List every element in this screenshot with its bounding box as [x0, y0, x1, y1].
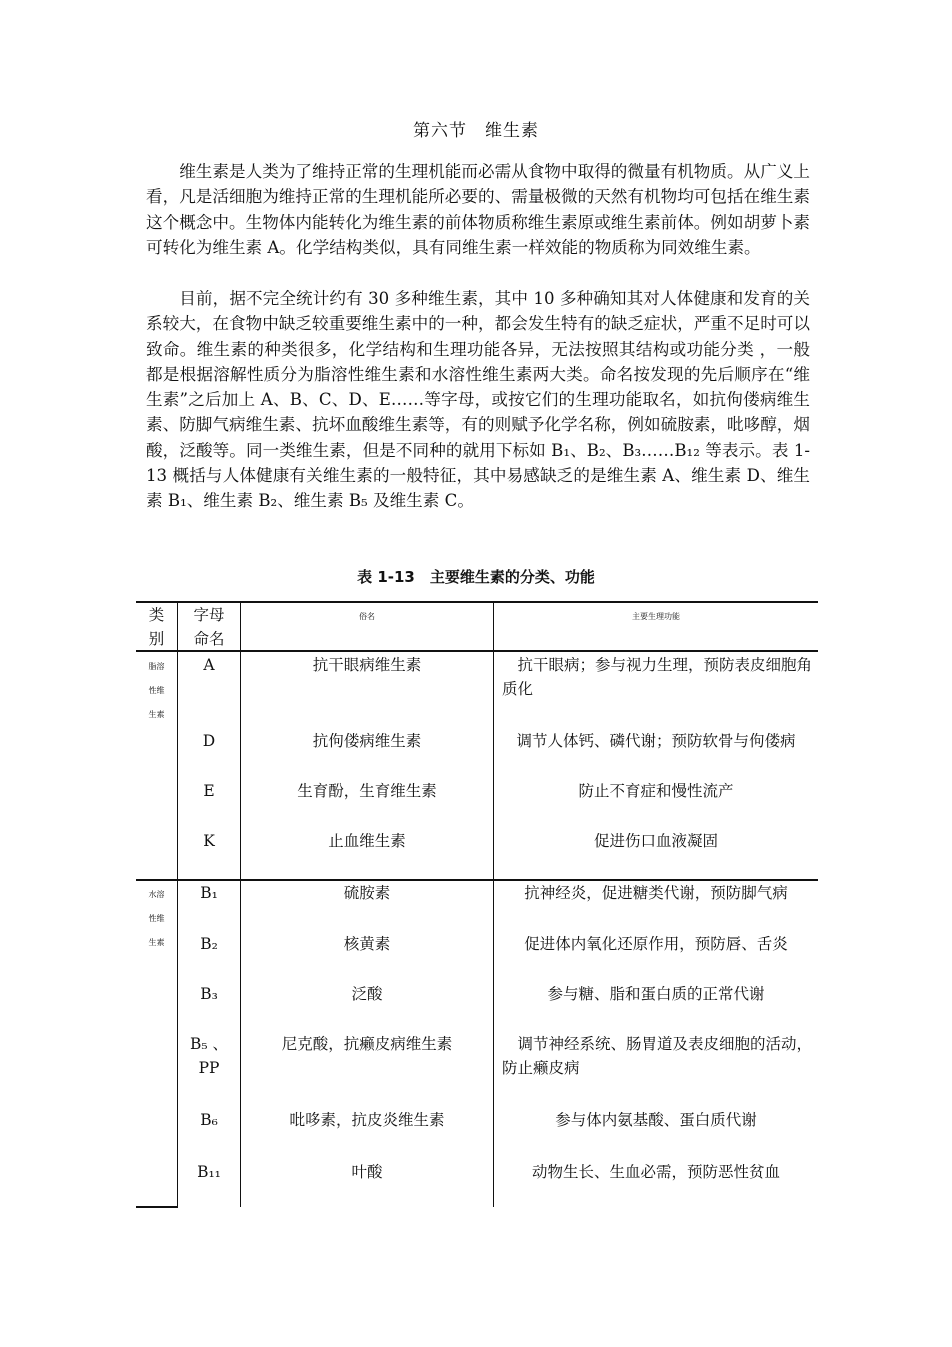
header-category — [136, 603, 177, 651]
table-row-name: 吡哆素，抗皮炎维生素 — [289, 1111, 445, 1129]
paragraph-classification-text: 目前，据不完全统计约有 30 多种维生素，其中 10 多种确知其对人体健康和发育的关系较大，在食物中缺乏较重要维生素中的一种，都会发生特有的缺乏症状，严重不足时可以致命。维生素的种类很多，化学结构和生理功能各异，无法按照其结构或功能分类 ，一般都是根据溶解性质分为脂溶性维生素和水溶性维生素两大类。命名按发现的先后顺序在“维生素”之后加上 A、B、C、D、E……等字母，或按它们的生理功能取名，如抗佝偻病维生素、防脚气病维生素、抗坏血酸维生素等，有的则赋予化学名称，例如硫胺素，吡哆醇，烟酸，泛酸等。同一类维生素，但是不同种的就用下标如 B₁、B₂、B₃……B₁₂ 等表示。表 1-13 概括与人体健康有关维生素的一般特征，其中易感缺乏的是维生素 A、维生素 D、维生素 B₁、维生素 B₂、维生素 B₅ 及维生素 C。 — [146, 289, 810, 511]
table-row-name: 抗干眼病维生素 — [312, 656, 422, 674]
table-row-function: 防止不育症和慢性流产 — [578, 782, 734, 800]
category-fat-soluble-line2: 性维 — [148, 686, 165, 695]
table-row-letter: B₁₁ — [197, 1163, 221, 1181]
table-row-function: 抗神经炎，促进糖类代谢，预防脚气病 — [524, 884, 788, 902]
table-row-name: 核黄素 — [343, 935, 391, 953]
table-row-function — [502, 653, 812, 701]
paragraph-intro — [146, 159, 810, 260]
table-row-letter-line1: B₅ 、 — [189, 1035, 229, 1053]
table-row-letter: B₃ — [200, 985, 218, 1003]
table-row-letter: B₆ — [200, 1111, 218, 1129]
header-common-name: 俗名 — [359, 612, 375, 621]
category-fat-soluble-line1: 脂溶 — [148, 662, 165, 671]
table-row-function — [502, 1032, 812, 1080]
table-row-function-text: 调节神经系统、肠胃道及表皮细胞的活动，防止癞皮病 — [502, 1035, 813, 1077]
header-letter — [178, 603, 240, 651]
table-row-function: 促进伤口血液凝固 — [593, 832, 718, 850]
category-water-soluble-line3: 生素 — [148, 938, 165, 947]
table-row-name: 抗佝偻病维生素 — [312, 732, 422, 750]
table-row-function-text: 抗干眼病；参与视力生理，预防表皮细胞角质化 — [502, 656, 813, 698]
table-row-name: 生育酚，生育维生素 — [297, 782, 437, 800]
category-fat-soluble — [136, 655, 177, 727]
table-row-function: 促进体内氧化还原作用，预防唇、舌炎 — [524, 935, 788, 953]
table-row-function: 参与体内氨基酸、蛋白质代谢 — [555, 1111, 757, 1129]
table-row-function: 调节人体钙、磷代谢；预防软骨与佝偻病 — [516, 732, 796, 750]
table-row-letter: B₁ — [200, 884, 218, 902]
table-caption: 表 1-13 主要维生素的分类、功能 — [357, 568, 595, 586]
table-row-function: 动物生长、生血必需，预防恶性贫血 — [531, 1163, 780, 1181]
header-function: 主要生理功能 — [632, 612, 680, 621]
header-letter-line2: 命名 — [193, 630, 225, 648]
header-letter-line1: 字母 — [193, 606, 225, 624]
category-water-soluble — [136, 883, 177, 955]
section-title: 第六节 维生素 — [413, 121, 539, 141]
table-row-name: 尼克酸，抗癞皮病维生素 — [281, 1035, 453, 1053]
table-row-letter: A — [203, 656, 215, 674]
table-row-name: 止血维生素 — [328, 832, 406, 850]
table-bottom-rule — [136, 1206, 178, 1208]
header-category-line2: 别 — [148, 630, 165, 648]
vitamin-table — [136, 601, 818, 1207]
table-row-name: 硫胺素 — [343, 884, 391, 902]
table-row-name: 泛酸 — [351, 985, 383, 1003]
table-row-letter: D — [202, 732, 216, 750]
table-row-name: 叶酸 — [351, 1163, 383, 1181]
paragraph-intro-text: 维生素是人类为了维持正常的生理机能而必需从食物中取得的微量有机物质。从广义上看，凡是活细胞为维持正常的生理机能所必要的、需量极微的天然有机物均可包括在维生素这个概念中。生物体内能转化为维生素的前体物质称维生素原或维生素前体。例如胡萝卜素可转化为维生素 A。化学结构类似，具有同维生素一样效能的物质称为同效维生素。 — [146, 162, 810, 257]
category-water-soluble-line1: 水溶 — [148, 890, 165, 899]
table-row-letter: B₂ — [200, 935, 218, 953]
header-category-line1: 类 — [148, 606, 165, 624]
category-fat-soluble-line3: 生素 — [148, 710, 165, 719]
table-row-letter-line2: PP — [198, 1059, 220, 1077]
table-row-letter: K — [203, 832, 215, 850]
paragraph-classification — [146, 286, 810, 514]
category-water-soluble-line2: 性维 — [148, 914, 165, 923]
table-row-function: 参与糖、脂和蛋白质的正常代谢 — [547, 985, 765, 1003]
table-row-letter: E — [203, 782, 215, 800]
table-row-letter — [178, 1032, 240, 1080]
